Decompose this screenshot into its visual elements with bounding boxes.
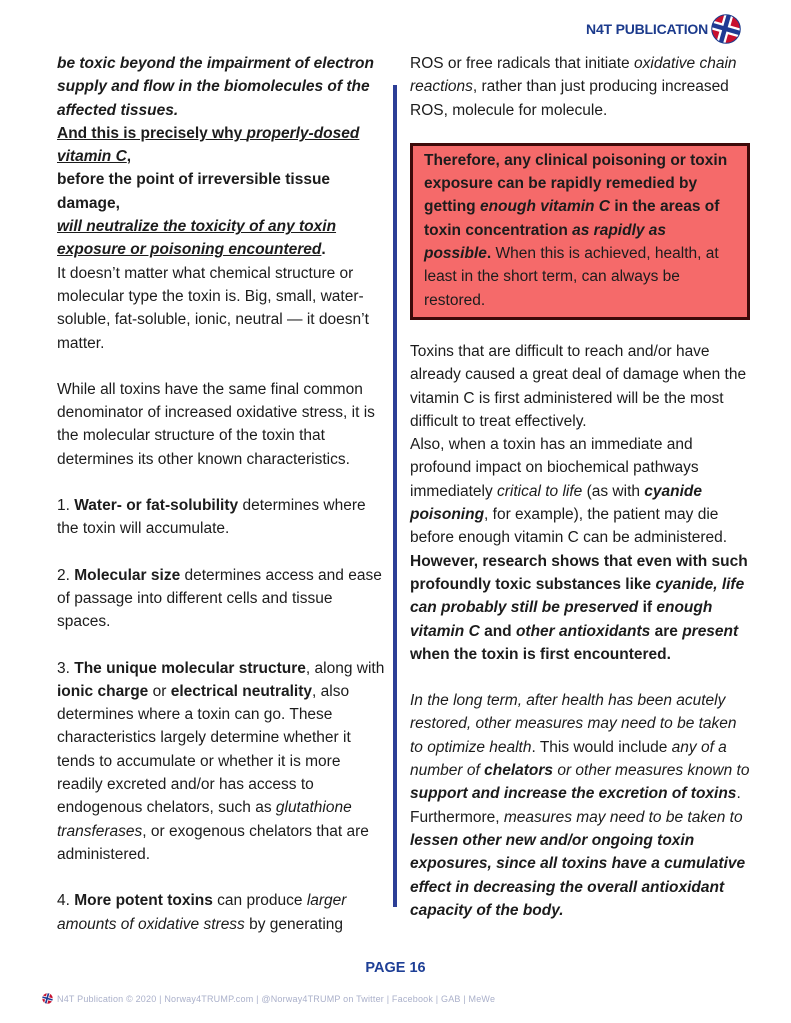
paragraph: Also, when a toxin has an immediate and profound impact on biochemical pathways immediately critical to life (as with cyanide poisoning, for example), the patient may die before enough vitamin C can be administered. bbox=[410, 436, 728, 547]
left-column bbox=[57, 52, 390, 936]
highlight-callout-box bbox=[410, 143, 750, 320]
publication-header bbox=[586, 14, 741, 44]
footer-credits bbox=[42, 993, 495, 1004]
numbered-item-1: 1. Water- or fat-solubility determines where the toxin will accumulate. bbox=[57, 497, 366, 538]
paragraph: ROS or free radicals that initiate oxidative chain reactions, rather than just producing increased ROS, molecule for molecule. bbox=[410, 55, 737, 119]
paragraph: will neutralize the toxicity of any toxin exposure or poisoning encountered. bbox=[57, 218, 337, 259]
paragraph: Toxins that are difficult to reach and/or have already caused a great deal of damage when the vitamin C is first administered will be the most difficult to treat effectively. bbox=[410, 342, 747, 430]
numbered-item-2: 2. Molecular size determines access and ease of passage into different cells and tissue spaces. bbox=[57, 566, 382, 631]
publication-brand: N4T PUBLICATION bbox=[586, 21, 708, 37]
paragraph: While all toxins have the same final common denominator of increased oxidative stress, it is the molecular structure of the toxin that determines its other known characteristics. bbox=[57, 380, 375, 468]
paragraph: And this is precisely why properly-dosed vitamin C, bbox=[57, 124, 360, 166]
paragraph: be toxic beyond the impairment of electron supply and flow in the biomolecules of the affected tissues. bbox=[57, 55, 374, 119]
footer-credits-text: N4T Publication © 2020 | Norway4TRUMP.com | @Norway4TRUMP on Twitter | Facebook | GAB | MeWe bbox=[57, 993, 496, 1004]
norway-flag-icon bbox=[42, 993, 53, 1004]
paragraph: It doesn’t matter what chemical structure or molecular type the toxin is. Big, small, water-soluble, fat-soluble, ionic, neutral — it doesn’t matter. bbox=[57, 264, 369, 352]
paragraph: In the long term, after health has been acutely restored, other measures may need to be taken to optimize health. This would include any of a number of chelators or other measures known to support and increase the excretion of toxins. Furthermore, measures may need to be taken to lessen other new and/or ongoing toxin exposures, since all toxins have a cumulative effect in decreasing the overall antioxidant capacity of the body. bbox=[410, 692, 750, 919]
paragraph: before the point of irreversible tissue damage, bbox=[57, 171, 331, 212]
numbered-item-3: 3. The unique molecular structure, along with ionic charge or electrical neutrality, also determines where a toxin can go. These characteristics largely determine whether it tends to accumulate or whether it is more readily excreted and/or has access to endogenous chelators, such as glutathione transferases, or exogenous chelators that are administered. bbox=[57, 659, 385, 863]
paragraph: However, research shows that even with such profoundly toxic substances like cyanide, life can probably still be preserved if enough vitamin C and other antioxidants are present when the toxin is first encountered. bbox=[410, 552, 748, 663]
numbered-item-4: 4. More potent toxins can produce larger amounts of oxidative stress by generating bbox=[57, 892, 347, 933]
page-number: PAGE 16 bbox=[365, 960, 426, 976]
norway-flag-icon bbox=[711, 14, 741, 44]
column-divider bbox=[393, 85, 397, 907]
callout-text: Therefore, any clinical poisoning or toxin exposure can be rapidly remedied by getting enough vitamin C in the areas of toxin concentration as rapidly as possible. When this is achieved, health, at least in the short term, can always be restored. bbox=[424, 151, 728, 309]
right-column bbox=[410, 52, 750, 922]
